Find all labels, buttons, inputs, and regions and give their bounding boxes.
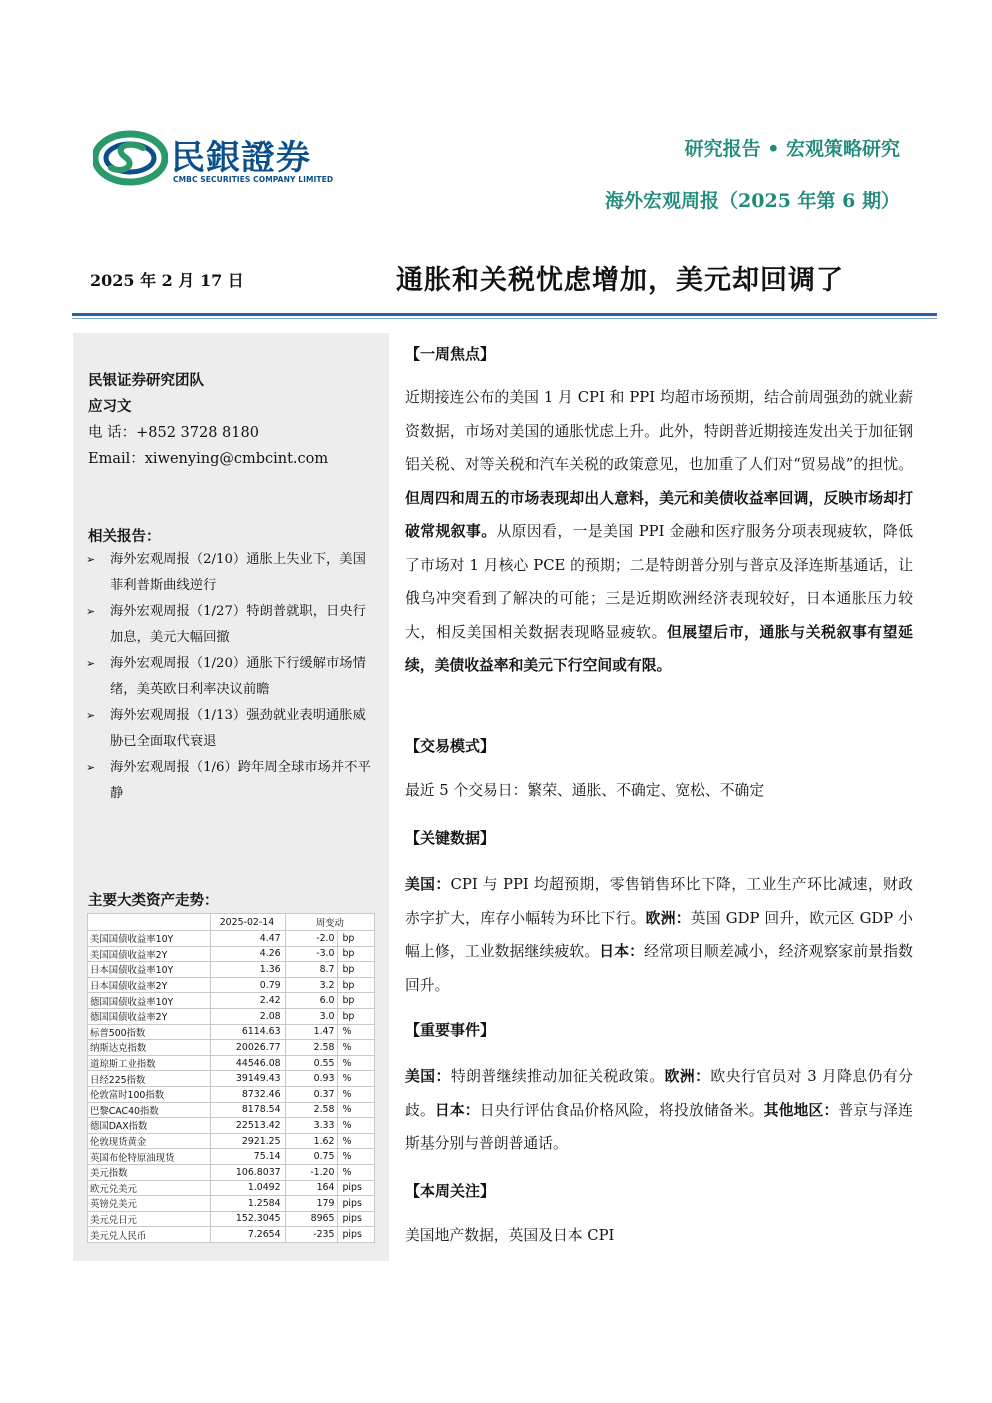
asset-value: 1.36 <box>211 962 285 978</box>
report-category: 研究报告 • 宏观策略研究 <box>684 138 900 160</box>
asset-unit: pips <box>338 1196 375 1212</box>
table-row <box>88 1133 375 1149</box>
asset-value: 6114.63 <box>211 1024 285 1040</box>
asset-change: 2.58 <box>285 1102 338 1118</box>
asset-change: 0.37 <box>285 1086 338 1102</box>
arrow-bullet-icon: ➢ <box>86 709 96 722</box>
asset-value: 22513.42 <box>211 1118 285 1134</box>
header-divider-thin <box>72 318 937 319</box>
asset-value: 2.08 <box>211 1008 285 1024</box>
asset-name: 美国国债收益率2Y <box>88 946 211 962</box>
asset-value: 106.8037 <box>211 1164 285 1180</box>
table-row <box>88 962 375 978</box>
asset-unit: % <box>338 1071 375 1087</box>
asset-value: 0.79 <box>211 977 285 993</box>
assets-title: 主要大类资产走势： <box>88 892 219 909</box>
asset-unit: bp <box>338 931 375 947</box>
section-title-focus: 【一周焦点】 <box>405 345 496 363</box>
asset-value: 44546.08 <box>211 1055 285 1071</box>
report-title: 通胀和关税忧虑增加，美元却回调了 <box>396 265 844 296</box>
asset-change: 0.75 <box>285 1149 338 1165</box>
asset-unit: % <box>338 1118 375 1134</box>
asset-name: 美国国债收益率10Y <box>88 931 211 947</box>
asset-name: 纳斯达克指数 <box>88 1040 211 1056</box>
table-row <box>88 1024 375 1040</box>
asset-unit: % <box>338 1040 375 1056</box>
asset-value: 7.2654 <box>211 1227 285 1243</box>
asset-unit: % <box>338 1102 375 1118</box>
table-row <box>88 931 375 947</box>
related-reports-list <box>85 547 379 807</box>
arrow-bullet-icon: ➢ <box>86 761 96 774</box>
list-item[interactable]: ➢ 海外宏观周报（1/20）通胀下行缓解市场情绪，美英欧日利率决议前瞻 <box>85 651 379 703</box>
header-divider <box>72 313 937 316</box>
asset-change: 2.58 <box>285 1040 338 1056</box>
asset-unit: bp <box>338 1008 375 1024</box>
arrow-bullet-icon: ➢ <box>86 605 96 618</box>
asset-value: 2.42 <box>211 993 285 1009</box>
asset-name: 日本国债收益率10Y <box>88 962 211 978</box>
table-row <box>88 1008 375 1024</box>
asset-change: 179 <box>285 1196 338 1212</box>
asset-unit: bp <box>338 993 375 1009</box>
asset-value: 1.0492 <box>211 1180 285 1196</box>
related-reports-title: 相关报告： <box>88 528 161 545</box>
table-row <box>88 1040 375 1056</box>
asset-name: 伦敦富时100指数 <box>88 1086 211 1102</box>
asset-change: -2.0 <box>285 931 338 947</box>
asset-name: 日经225指数 <box>88 1071 211 1087</box>
asset-unit: % <box>338 1086 375 1102</box>
key-data-paragraph: 美国：CPI 与 PPI 均超预期，零售销售环比下降，工业生产环比减速，财政赤字扩大，库存小幅转为环比下行。欧洲：英国 GDP 回升，欧元区 GDP 小幅上修，工业数据继续疲软。日本：经常项目顺差减小，经济观察家前景指数回升。 <box>405 876 913 994</box>
asset-change: 3.0 <box>285 1008 338 1024</box>
logo-english-name: CMBC SECURITIES COMPANY LIMITED <box>173 175 334 184</box>
asset-name: 欧元兑美元 <box>88 1180 211 1196</box>
table-row <box>88 1071 375 1087</box>
asset-unit: pips <box>338 1180 375 1196</box>
asset-name: 德国DAX指数 <box>88 1118 211 1134</box>
logo-chinese-name: 民銀證券 <box>171 138 311 178</box>
table-row <box>88 1196 375 1212</box>
asset-name: 巴黎CAC40指数 <box>88 1102 211 1118</box>
list-item[interactable]: ➢ 海外宏观周报（1/13）强劲就业表明通胀威胁已全面取代衰退 <box>85 703 379 755</box>
section-title-trading-mode: 【交易模式】 <box>405 737 496 755</box>
asset-value: 1.2584 <box>211 1196 285 1212</box>
asset-name: 英镑兑美元 <box>88 1196 211 1212</box>
section-title-key-data: 【关键数据】 <box>405 829 496 847</box>
asset-name: 英国布伦特原油现货 <box>88 1149 211 1165</box>
analyst-name: 应习文 <box>88 398 132 415</box>
assets-table <box>87 913 375 1243</box>
table-head-date: 2025-02-14 <box>211 914 285 931</box>
company-logo <box>93 128 343 188</box>
section-title-events: 【重要事件】 <box>405 1021 496 1039</box>
asset-value: 8732.46 <box>211 1086 285 1102</box>
asset-change: 0.55 <box>285 1055 338 1071</box>
focus-paragraph: 近期接连公布的美国 1 月 CPI 和 PPI 均超市场预期，结合前周强劲的就业薪资数据，市场对美国的通胀忧虑上升。此外，特朗普近期接连发出关于加征钢铝关税、对等关税和汽车关税的政策意见，也加重了人们对“贸易战”的担忧。但周四和周五的市场表现却出人意料，美元和美债收益率回调，反映市场却打破常规叙事。从原因看，一是美国 PPI 金融和医疗服务分项表现疲软，降低了市场对 1 月核心 PCE 的预期；二是特朗普分别与普京及泽连斯基通话，让俄乌冲突看到了解决的可能；三是近期欧洲经济表现较好，日本通胀压力较大，相反美国相关数据表现略显疲软。但展望后市，通胀与关税叙事有望延续，美债收益率和美元下行空间或有限。 <box>405 389 913 674</box>
list-item[interactable]: ➢ 海外宏观周报（1/27）特朗普就职，日央行加息，美元大幅回撤 <box>85 599 379 651</box>
asset-change: 6.0 <box>285 993 338 1009</box>
asset-change: 3.33 <box>285 1118 338 1134</box>
table-head-change: 周变动 <box>285 914 374 931</box>
asset-unit: % <box>338 1055 375 1071</box>
sidebar <box>73 333 389 1261</box>
table-row <box>88 993 375 1009</box>
asset-name: 美元指数 <box>88 1164 211 1180</box>
research-team: 民银证券研究团队 <box>88 372 204 389</box>
list-item[interactable]: ➢ 海外宏观周报（2/10）通胀上失业下，美国菲利普斯曲线逆行 <box>85 547 379 599</box>
logo-emblem-icon <box>93 128 168 188</box>
asset-value: 20026.77 <box>211 1040 285 1056</box>
section-title-watch: 【本周关注】 <box>405 1182 496 1200</box>
table-row <box>88 1227 375 1243</box>
asset-value: 75.14 <box>211 1149 285 1165</box>
asset-value: 39149.43 <box>211 1071 285 1087</box>
analyst-phone: 电 话：+852 3728 8180 <box>88 425 259 441</box>
asset-name: 美元兑日元 <box>88 1211 211 1227</box>
events-paragraph: 美国：特朗普继续推动加征关税政策。欧洲：欧央行官员对 3 月降息仍有分歧。日本：日央行评估食品价格风险，将投放储备米。其他地区：普京与泽连斯基分别与普朗普通话。 <box>405 1068 913 1152</box>
report-series: 海外宏观周报（2025 年第 6 期） <box>605 190 900 212</box>
list-item[interactable]: ➢ 海外宏观周报（1/6）跨年周全球市场并不平静 <box>85 755 379 807</box>
table-row <box>88 1118 375 1134</box>
table-header-row <box>88 914 375 931</box>
asset-change: 1.47 <box>285 1024 338 1040</box>
asset-name: 伦敦现货黄金 <box>88 1133 211 1149</box>
asset-change: 1.62 <box>285 1133 338 1149</box>
table-row <box>88 1102 375 1118</box>
arrow-bullet-icon: ➢ <box>86 657 96 670</box>
asset-change: -235 <box>285 1227 338 1243</box>
asset-name: 美元兑人民币 <box>88 1227 211 1243</box>
asset-change: 164 <box>285 1180 338 1196</box>
asset-value: 152.3045 <box>211 1211 285 1227</box>
table-row <box>88 977 375 993</box>
arrow-bullet-icon: ➢ <box>86 553 96 566</box>
asset-unit: pips <box>338 1227 375 1243</box>
table-row <box>88 1149 375 1165</box>
asset-unit: pips <box>338 1211 375 1227</box>
asset-unit: % <box>338 1133 375 1149</box>
asset-unit: bp <box>338 977 375 993</box>
asset-change: 3.2 <box>285 977 338 993</box>
asset-unit: % <box>338 1149 375 1165</box>
table-row <box>88 1164 375 1180</box>
analyst-email[interactable]: Email：xiwenying@cmbcint.com <box>88 451 329 467</box>
table-row <box>88 1055 375 1071</box>
asset-name: 德国国债收益率10Y <box>88 993 211 1009</box>
asset-name: 德国国债收益率2Y <box>88 1008 211 1024</box>
asset-change: 8.7 <box>285 962 338 978</box>
asset-value: 4.47 <box>211 931 285 947</box>
asset-value: 2921.25 <box>211 1133 285 1149</box>
table-row <box>88 946 375 962</box>
asset-unit: bp <box>338 962 375 978</box>
asset-unit: bp <box>338 946 375 962</box>
asset-name: 道琼斯工业指数 <box>88 1055 211 1071</box>
table-row <box>88 1180 375 1196</box>
report-date: 2025 年 2 月 17 日 <box>90 271 244 290</box>
asset-name: 标普500指数 <box>88 1024 211 1040</box>
table-row <box>88 1086 375 1102</box>
asset-change: -3.0 <box>285 946 338 962</box>
asset-value: 8178.54 <box>211 1102 285 1118</box>
asset-unit: % <box>338 1024 375 1040</box>
asset-change: -1.20 <box>285 1164 338 1180</box>
asset-unit: % <box>338 1164 375 1180</box>
asset-change: 8965 <box>285 1211 338 1227</box>
asset-value: 4.26 <box>211 946 285 962</box>
trading-mode-text: 最近 5 个交易日：繁荣、通胀、不确定、宽松、不确定 <box>405 782 765 799</box>
asset-name: 日本国债收益率2Y <box>88 977 211 993</box>
asset-change: 0.93 <box>285 1071 338 1087</box>
watch-text: 美国地产数据，英国及日本 CPI <box>405 1227 615 1244</box>
table-row <box>88 1211 375 1227</box>
